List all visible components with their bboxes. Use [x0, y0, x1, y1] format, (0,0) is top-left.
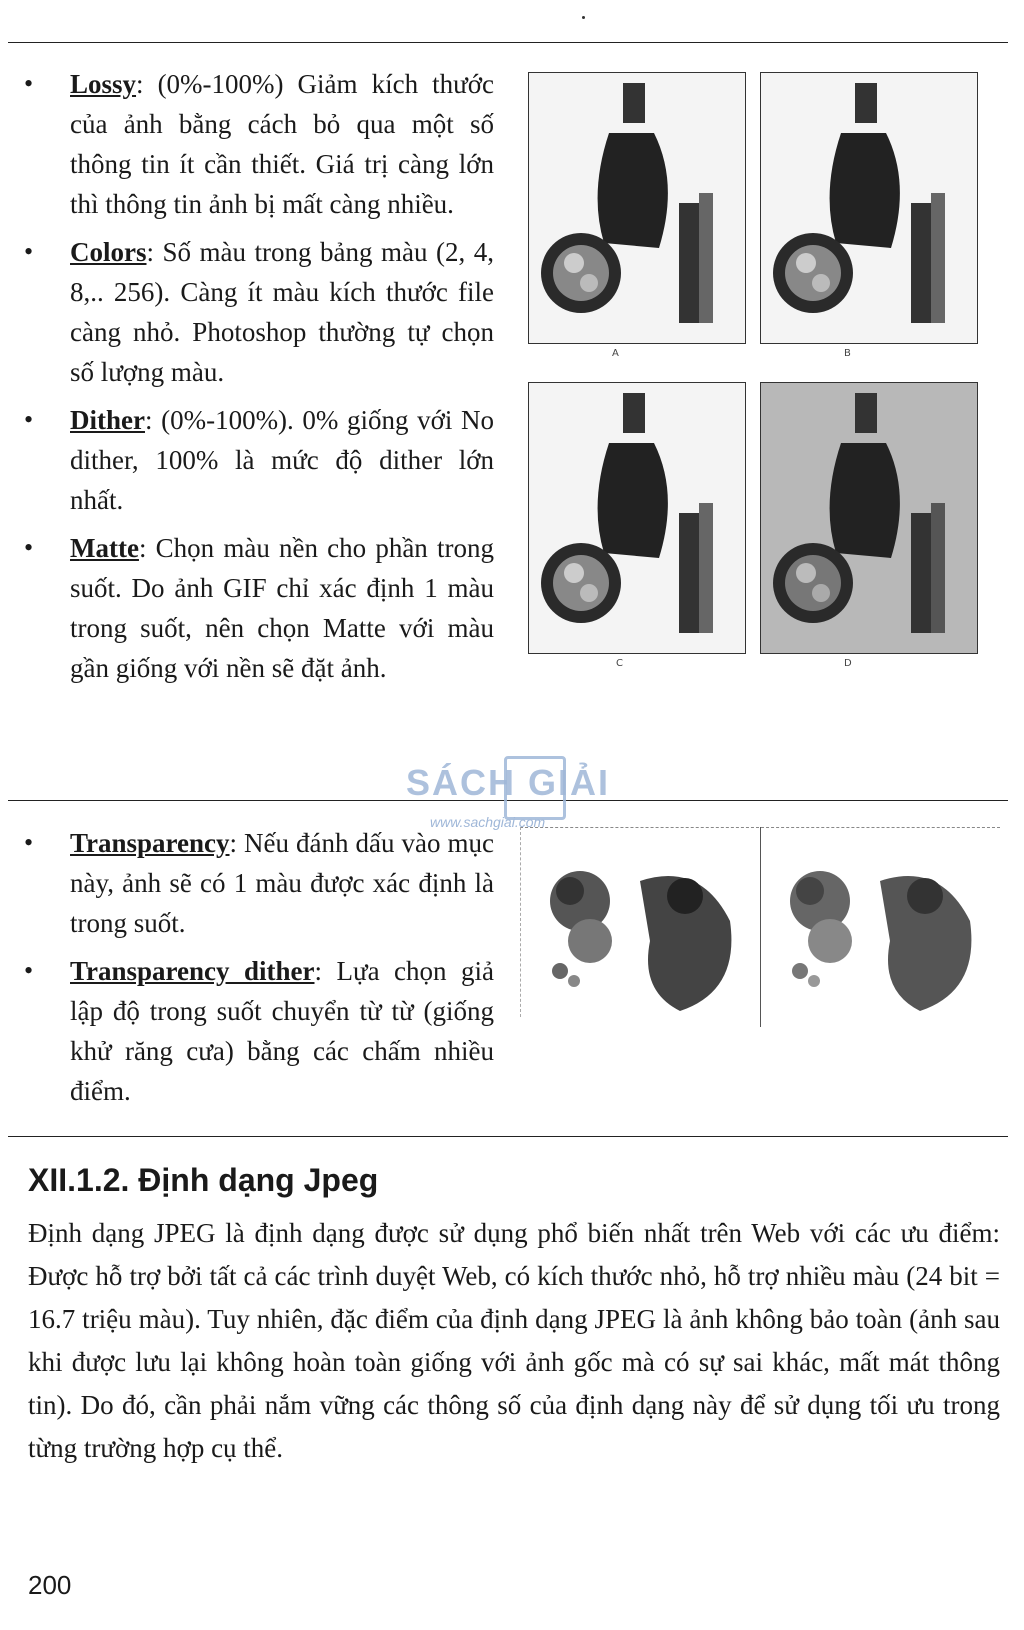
transparency-examples [520, 823, 1000, 1033]
options-list-top [20, 64, 494, 696]
list-item-matte: • Matte: Chọn màu nền cho phần trong suốt. Do ảnh GIF chỉ xác định 1 màu trong suốt, nên chọn Matte với màu gần giống với nền sẽ đặt ảnh. [24, 533, 494, 683]
desc-dither: : (0%-100%). 0% giống với No dither, 100% là mức độ dither lớn nhất. [70, 405, 494, 515]
desc-colors: : Số màu trong bảng màu (2, 4, 8,.. 256). Càng ít màu kích thước file càng nhỏ. Photoshop thường tự chọn số lượng màu. [70, 237, 494, 387]
top-rule [8, 42, 1008, 43]
desc-matte: : Chọn màu nền cho phần trong suốt. Do ảnh GIF chỉ xác định 1 màu trong suốt, nên chọn Matte với màu gần giống với nền sẽ đặt ảnh. [70, 533, 494, 683]
bottom-rule [8, 1136, 1008, 1137]
term-colors: Colors [70, 237, 147, 267]
desc-transparency: : Nếu đánh dấu vào mục này, ảnh sẽ có 1 màu được xác định là trong suốt. [70, 828, 494, 938]
thumb-d [760, 382, 978, 654]
thumb-label-d: D [844, 658, 852, 669]
list-item-transparency-dither: • Transparency dither: Lựa chọn giả lập độ trong suốt chuyển từ từ (giống khử răng cưa) bằng các chấm nhiều điểm. [24, 956, 494, 1106]
list-item-transparency: • Transparency: Nếu đánh dấu vào mục này, ảnh sẽ có 1 màu được xác định là trong suốt. [24, 828, 494, 938]
thumb-b [760, 72, 978, 344]
desc-transparency-dither: : Lựa chọn giả lập độ trong suốt chuyển từ từ (giống khử răng cưa) bằng các chấm nhiều điểm. [70, 956, 494, 1106]
watermark-url: www.sachgiai.com [430, 814, 546, 830]
term-transparency-dither: Transparency dither [70, 956, 315, 986]
thumb-c [528, 382, 746, 654]
term-lossy: Lossy [70, 69, 137, 99]
matte-examples [528, 72, 998, 692]
term-dither: Dither [70, 405, 145, 435]
thumb-label-b: B [844, 348, 851, 359]
thumb-a [528, 72, 746, 344]
list-item-dither: • Dither: (0%-100%). 0% giống với No dither, 100% là mức độ dither lớn nhất. [24, 405, 494, 515]
bottle-illustration-icon [529, 73, 745, 343]
watermark-logo [406, 762, 616, 832]
thumb-label-c: C [616, 658, 623, 669]
bottle-illustration-icon [529, 383, 745, 653]
page-number: 200 [28, 1570, 72, 1600]
term-matte: Matte [70, 533, 139, 563]
list-item-lossy: • Lossy: (0%-100%) Giảm kích thước của ảnh bằng cách bỏ qua một số thông tin ít cần thiết. Giá trị càng lớn thì thông tin ảnh bị mất càng nhiều. [24, 69, 494, 219]
watermark-text: SÁCH GIẢI [406, 762, 611, 803]
flower-illustration-icon [770, 841, 990, 1021]
term-transparency: Transparency [70, 828, 230, 858]
bottle-illustration-icon [761, 383, 977, 653]
flower-illustration-icon [530, 841, 750, 1021]
list-item-colors: • Colors: Số màu trong bảng màu (2, 4, 8,.. 256). Càng ít màu kích thước file càng nhỏ. Photoshop thường tự chọn số lượng màu. [24, 237, 494, 387]
thumb-label-a: A [612, 348, 619, 359]
bottle-illustration-icon [761, 73, 977, 343]
section-heading: XII.1.2. Định dạng Jpeg [28, 1162, 379, 1198]
options-list-bottom [20, 823, 494, 1119]
section-paragraph: Định dạng JPEG là định dạng được sử dụng phổ biến nhất trên Web với các ưu điểm: Được hỗ trợ bởi tất cả các trình duyệt Web, có kích thước nhỏ, hỗ trợ nhiều màu (24 bit = 16.7 triệu màu). Tuy nhiên, đặc điểm của định dạng JPEG là ảnh không bảo toàn (ảnh sau khi được lưu lại không hoàn toàn giống với ảnh gốc mà có sự sai khác, mất mát thông tin). Do đó, cần phải nắm vững các thông số của định dạng này để sử dụng tối ưu trong từng trường hợp cụ thể. [28, 1218, 1000, 1463]
speck [582, 16, 585, 19]
desc-lossy: : (0%-100%) Giảm kích thước của ảnh bằng cách bỏ qua một số thông tin ít cần thiết. Giá trị càng lớn thì thông tin ảnh bị mất càng nhiều. [70, 69, 494, 219]
